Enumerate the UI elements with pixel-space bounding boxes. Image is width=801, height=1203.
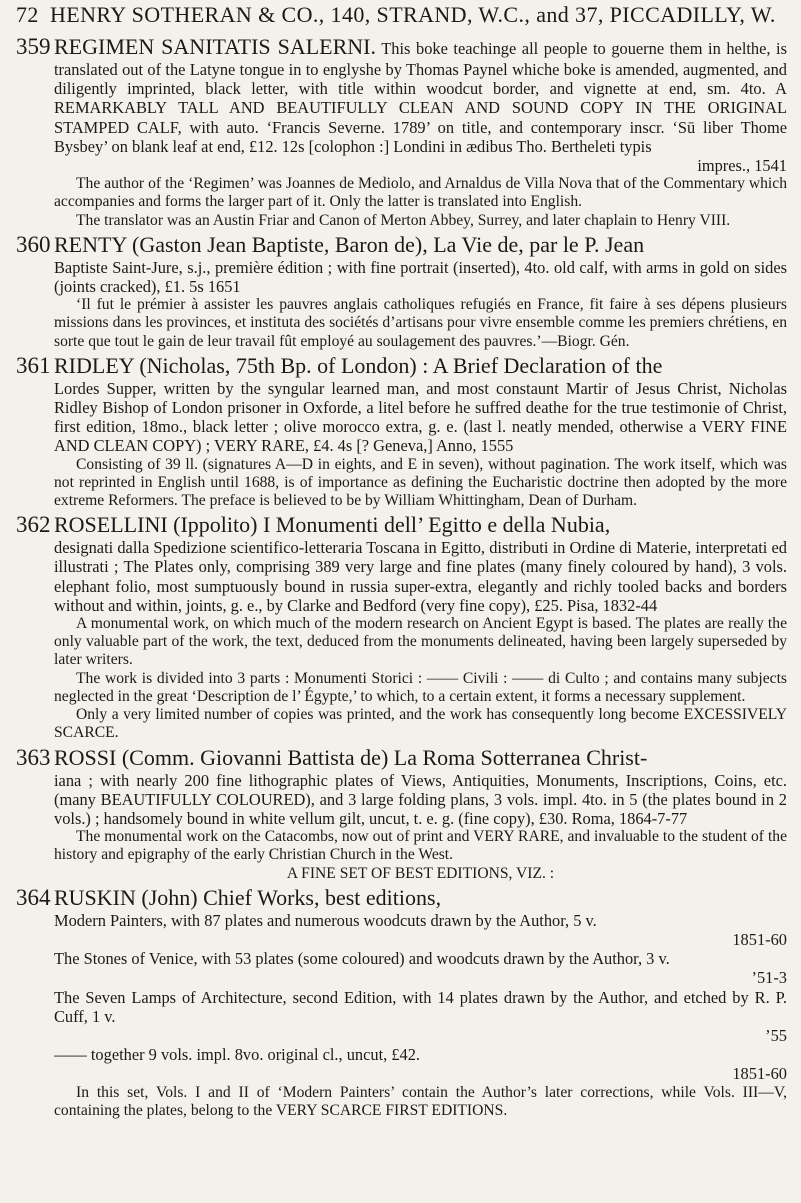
entry-part [54,949,787,987]
entry-part-text: The Seven Lamps of Architecture, second Edition, with 14 plates drawn by the Author, and etched by R. P. Cuff, 1 v. [54,987,787,1026]
entry-part-text: The Stones of Venice, with 53 plates (some coloured) and woodcuts drawn by the Author, 3 v. [54,949,670,969]
entry-number: 360 [16,231,51,257]
catalogue-entry [16,353,787,510]
entry-note: A monumental work, on which much of the modern research on Ancient Egypt is based. The plates are really the only valuable part of the work, the text, deduced from the monuments delineated, having been largely superseded by later writers. [54,615,787,669]
entry-note: The author of the ‘Regimen’ was Joannes de Mediolo, and Arnaldus de Villa Nova that of the Commentary which accompanies and forms the larger part of it. Only the latter is translated into English. [54,175,787,211]
entry-part-text: Modern Painters, with 87 plates and numerous woodcuts drawn by the Author, 5 v. [54,910,597,930]
entry-part-date: ’55 [765,1025,787,1045]
entry-title: REGIMEN SANITATIS SALERNI. [54,34,377,59]
entry-note: The work is divided into 3 parts : Monumenti Storici : —— Civili : —— di Culto ; and contains many subjects neglected in the great ‘Description de l’ Égypte,’ to which, to a certain extent, it forms a necessary supplement. [54,669,787,705]
entry-title: RIDLEY (Nicholas, 75th Bp. of London) : A Brief Declaration of the [54,352,663,378]
page-number: 72 [16,2,39,27]
entry-part [54,988,787,1046]
entry-note: The translator was an Austin Friar and Canon of Merton Abbey, Surrey, and later chaplain to Henry VIII. [76,211,731,229]
entry-part [54,1045,787,1083]
entry-number: 364 [16,884,51,910]
entry-part-date: 1851-60 [732,1064,787,1084]
entry-note: Consisting of 39 ll. (signatures A—D in eights, and E in seven), without pagination. The work itself, which was not reprinted in English until 1688, is of importance as defining the Eucharistic doctrine then adopted by the more extreme Reformers. The preface is believed to be by William Whittingham, Dean of Durham. [54,455,787,510]
catalogue-entry [16,745,787,883]
entry-number: 359 [16,34,51,59]
catalogue-entry [16,885,787,1120]
entry-part-date: 1851-60 [732,929,787,949]
entry-description: Baptiste Saint-Jure, s.j., première édition ; with fine portrait (inserted), 4to. old calf, with arms in gold on sides (joints cracked), £1. 5s 1651 [54,257,787,297]
catalogue-entry [16,232,787,351]
entry-note: Only a very limited number of copies was printed, and the work has consequently long become EXCESSIVELY SCARCE. [54,706,787,742]
catalogue-entry [16,512,787,742]
catalogue-entry [16,34,787,230]
running-head: HENRY SOTHERAN & CO., 140, STRAND, W.C., and 37, PICCADILLY, W. [50,2,776,27]
entry-part [54,911,787,949]
entry-note: In this set, Vols. I and II of ‘Modern Painters’ contain the Author’s later corrections, while Vols. III—V, containing the plates, belong to the VERY SCARCE FIRST EDITIONS. [54,1083,787,1119]
entry-number: 363 [16,744,51,770]
entry-number: 362 [16,512,51,538]
entry-part-text: —— together 9 vols. impl. 8vo. original cl., uncut, £42. [54,1045,421,1065]
entry-note: ‘Il fut le prémier à assister les pauvres anglais catholiques refugiés en France, fit faire à ses dépens plusieurs missions dans les provinces, et instituta des sociétés d’artisans pour vivre ensemble comme les premiers chrétiens, en sorte que tout le gain de leur travail fût employé au soulagement des pauvres.’—Biogr. Gén. [54,296,787,350]
entry-part-date: ’51-3 [751,968,787,988]
entry-title: RUSKIN (John) Chief Works, best editions, [54,884,442,910]
entry-description: designati dalla Spedizione scientifico-letteraria Toscana in Egitto, distributi in Ordine di Materie, interpretati ed illustrati ; The Plates only, comprising 389 very large and fine plates (many finely coloured by hand), 3 vols. elephant folio, most sumptuously bound in russia super-extra, elegantly and richly tooled backs and borders without and within, joints, g. e., by Clarke and Bedford (very fine copy), £25. Pisa, 1832-44 [54,538,787,615]
entry-tagline: A FINE SET OF BEST EDITIONS, VIZ. : [286,864,555,882]
entry-title: ROSSI (Comm. Giovanni Battista de) La Roma Sotterranea Christ- [54,744,648,770]
entry-description: This boke teachinge all people to gouerne them in helthe, is translated out of the Latyne tongue in to englyshe by Thomas Paynel whiche boke is amended, augmented, and diligently imprinted, black letter, with title within woodcut border, and vignette at end, sm. 4to. A REMARKABLY TALL AND BEAUTIFULLY CLEAN AND SOUND COPY IN THE ORIGINAL STAMPED CALF, with auto. ‘Francis Severne. 1789’ on title, and contemporary inscr. ‘Sū liber Thome Bysbey’ on blank leaf at end, £12. 12s [colophon :] Londini in ædibus Tho. Bertheleti typis [54,39,787,156]
entry-description: iana ; with nearly 200 fine lithographic plates of Views, Antiquities, Monuments, Inscriptions, Coins, etc. (many BEAUTIFULLY COLOURED), and 3 large folding plans, 3 vols. impl. 4to. in 5 (the plates bound in 2 vols.) ; handsomely bound in white vellum gilt, uncut, t. e. g. (fine copy), £30. Roma, 1864-7-77 [54,770,787,828]
entry-title: RENTY (Gaston Jean Baptiste, Baron de), La Vie de, par le P. Jean [54,231,645,257]
entry-title: ROSELLINI (Ippolito) I Monumenti dell’ Egitto e della Nubia, [54,512,611,538]
entry-imprint: impres., 1541 [697,156,787,176]
running-header [16,2,787,32]
entry-number: 361 [16,352,51,378]
entry-note: The monumental work on the Catacombs, now out of print and VERY RARE, and invaluable to the student of the history and epigraphy of the early Christian Church in the West. [54,828,787,864]
entry-description: Lordes Supper, written by the syngular learned man, and most constaunt Martir of Jesus Christ, Nicholas Ridley Bishop of London prisoner in Oxforde, a litel before he suffred deathe for the true testimonie of Christ, first edition, 18mo., black letter ; olive morocco extra, g. e. (last l. neatly mended, otherwise a VERY FINE AND CLEAN COPY) ; VERY RARE, £4. 4s [? Geneva,] Anno, 1555 [54,378,787,456]
